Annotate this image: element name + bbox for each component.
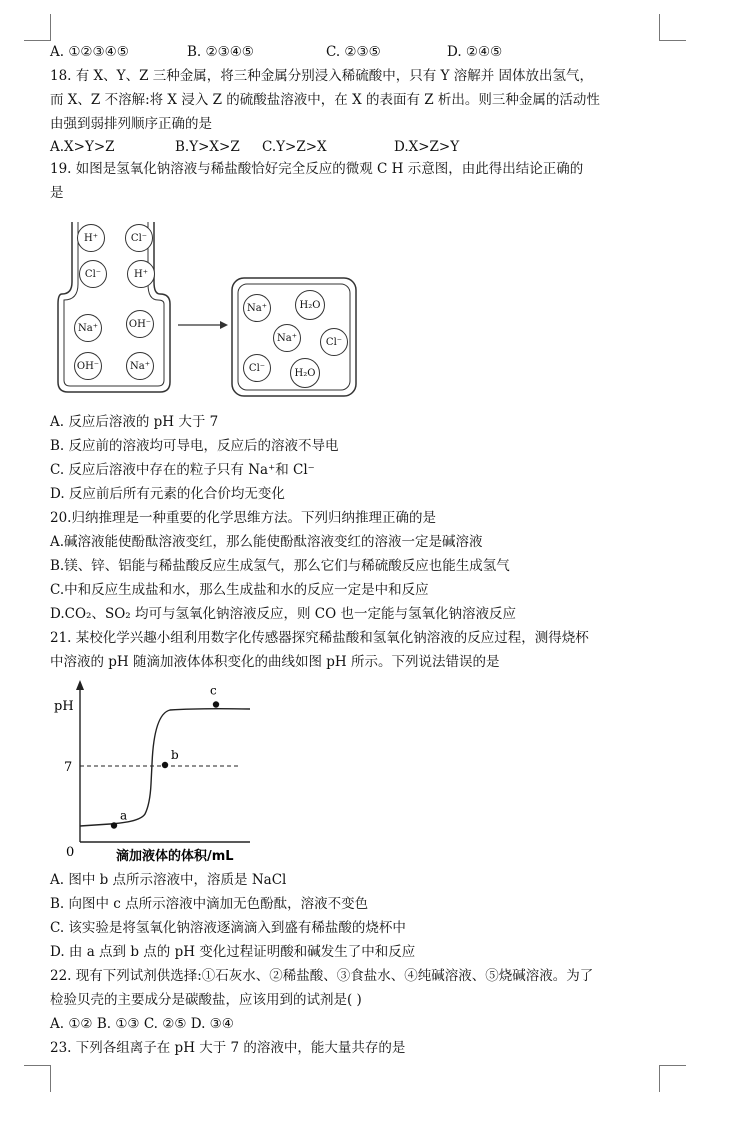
ion-h-plus-2: H⁺: [127, 260, 155, 288]
ion-oh-minus-1: OH⁻: [126, 310, 154, 338]
ion-h-plus-1: H⁺: [77, 224, 105, 252]
q17-option-d: D. ②④⑤: [447, 44, 503, 60]
q21-option-b: B. 向图中 c 点所示溶液中滴加无色酚酞，溶液不变色: [50, 896, 369, 912]
q21-option-a: A. 图中 b 点所示溶液中，溶质是 NaCl: [50, 872, 287, 888]
point-c: [213, 701, 219, 707]
q19-line-1: 19. 如图是氢氧化钠溶液与稀盐酸恰好完全反应的微观 C H 示意图，由此得出结论正确的: [50, 161, 584, 177]
point-label-c: c: [210, 683, 217, 698]
q21-line-1: 21. 某校化学兴趣小组利用数字化传感器探究稀盐酸和氢氧化钠溶液的反应过程，测得烧杯: [50, 630, 589, 646]
y-axis-label: pH: [54, 699, 74, 714]
y-axis-arrow: [76, 680, 84, 690]
q20-stem: 20.归纳推理是一种重要的化学思维方法。下列归纳推理正确的是: [50, 510, 436, 526]
q19-diagram: [50, 212, 370, 402]
ion-oh-minus-2: OH⁻: [74, 352, 102, 380]
ion-cl-minus-2: Cl⁻: [79, 260, 107, 288]
reaction-arrow-head: [220, 321, 228, 329]
q20-option-d: D.CO₂、SO₂ 均可与氢氧化钠溶液反应，则 CO 也一定能与氢氧化钠溶液反应: [50, 606, 516, 622]
q21-line-2: 中溶液的 pH 随滴加液体体积变化的曲线如图 pH 所示。下列说法错误的是: [50, 654, 500, 670]
q19-option-a: A. 反应后溶液的 pH 大于 7: [50, 414, 219, 430]
product-cl-minus-2: Cl⁻: [243, 354, 271, 382]
q20-option-c: C.中和反应生成盐和水，那么生成盐和水的反应一定是中和反应: [50, 582, 429, 598]
q17-option-b: B. ②③④⑤: [187, 44, 254, 60]
q18-line-2: 而 X、Z 不溶解:将 X 浸入 Z 的硫酸盐溶液中，在 X 的表面有 Z 析出。则三种金属的活动性: [50, 92, 600, 108]
y-tick-7: 7: [64, 760, 73, 775]
crop-mark-bottom-right: [659, 1065, 686, 1092]
q22-options: A. ①② B. ①③ C. ②⑤ D. ③④: [50, 1016, 234, 1032]
q19-option-c: C. 反应后溶液中存在的粒子只有 Na⁺和 Cl⁻: [50, 462, 315, 478]
product-h2o-2: H₂O: [290, 358, 320, 388]
q17-option-c: C. ②③⑤: [326, 44, 381, 60]
q20-option-a: A.碱溶液能使酚酞溶液变红，那么能使酚酞溶液变红的溶液一定是碱溶液: [50, 534, 483, 550]
q18-option-d: D.X>Z>Y: [394, 139, 460, 155]
ph-chart: [50, 674, 310, 874]
q17-option-a: A. ①②③④⑤: [50, 44, 129, 60]
q18-option-b: B.Y>X>Z: [175, 139, 240, 155]
crop-mark-bottom-left: [24, 1065, 51, 1092]
product-na-plus-2: Na⁺: [273, 324, 301, 352]
q18-options: [50, 137, 459, 157]
q23-stem: 23. 下列各组离子在 pH 大于 7 的溶液中，能大量共存的是: [50, 1040, 406, 1056]
product-na-plus-1: Na⁺: [243, 294, 271, 322]
point-label-a: a: [120, 808, 128, 823]
ion-cl-minus-1: Cl⁻: [125, 224, 153, 252]
product-cl-minus-1: Cl⁻: [320, 328, 348, 356]
x-axis-label: 滴加液体的体积/mL: [116, 849, 234, 864]
product-h2o-1: H₂O: [295, 290, 325, 320]
crop-mark-top-right: [659, 14, 686, 41]
q19-option-b: B. 反应前的溶液均可导电，反应后的溶液不导电: [50, 438, 339, 454]
q20-option-b: B.镁、锌、铝能与稀盐酸反应生成氢气，那么它们与稀硫酸反应也能生成氢气: [50, 558, 510, 574]
q21-option-c: C. 该实验是将氢氧化钠溶液逐滴滴入到盛有稀盐酸的烧杯中: [50, 920, 406, 936]
ion-na-plus-1: Na⁺: [74, 314, 102, 342]
q19-line-2: 是: [50, 185, 64, 201]
ion-na-plus-2: Na⁺: [126, 352, 154, 380]
q21-option-d: D. 由 a 点到 b 点的 pH 变化过程证明酸和碱发生了中和反应: [50, 944, 416, 960]
q22-line-2: 检验贝壳的主要成分是碳酸盐，应该用到的试剂是( ): [50, 992, 362, 1008]
crop-mark-top-left: [24, 14, 51, 41]
q18-option-c: C.Y>Z>X: [262, 139, 327, 155]
point-a: [111, 822, 117, 828]
q19-option-d: D. 反应前后所有元素的化合价均无变化: [50, 486, 285, 502]
point-b: [162, 762, 168, 768]
origin-label: 0: [66, 845, 75, 860]
q18-line-3: 由强到弱排列顺序正确的是: [50, 116, 212, 132]
q18-option-a: A.X>Y>Z: [50, 139, 115, 155]
point-label-b: b: [171, 748, 179, 762]
q18-line-1: 18. 有 X、Y、Z 三种金属，将三种金属分别浸入稀硫酸中，只有 Y 溶解并 固体放出氢气，: [50, 68, 594, 84]
q22-line-1: 22. 现有下列试剂供选择:①石灰水、②稀盐酸、③食盐水、④纯碱溶液、⑤烧碱溶液。为了: [50, 968, 594, 984]
q17-options: [50, 42, 502, 62]
